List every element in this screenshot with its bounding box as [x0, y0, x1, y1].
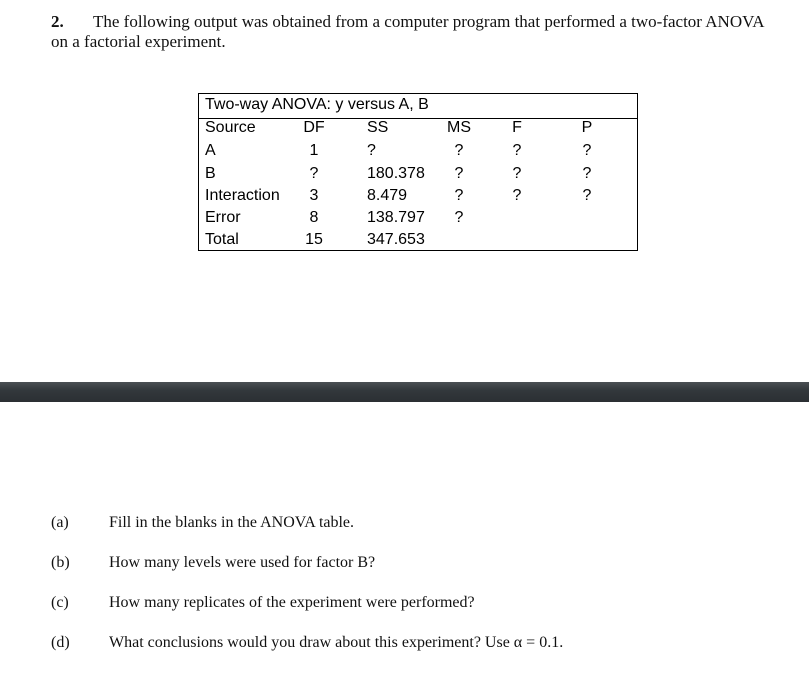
row-total-df: 15 [305, 231, 323, 248]
anova-title-rule [199, 118, 637, 119]
header-ms: MS [447, 119, 471, 136]
row-interaction-source: Interaction [205, 187, 280, 204]
anova-title: Two-way ANOVA: y versus A, B [205, 96, 429, 113]
row-b-df: ? [309, 165, 319, 182]
row-total-source: Total [205, 231, 239, 248]
row-interaction-ms: ? [454, 187, 464, 204]
row-error-ms: ? [454, 209, 464, 226]
row-a-df: 1 [309, 142, 319, 159]
question-d [51, 634, 563, 652]
row-b-ms: ? [454, 165, 464, 182]
row-b-ss: 180.378 [367, 165, 425, 182]
row-a-p: ? [582, 142, 592, 159]
question-a [51, 514, 354, 532]
header-ss: SS [367, 119, 389, 136]
question-a-label: (a) [51, 514, 69, 531]
row-b-p: ? [582, 165, 592, 182]
row-a-ms: ? [454, 142, 464, 159]
question-c-text: How many replicates of the experiment were performed? [109, 594, 475, 611]
row-error-ss: 138.797 [367, 209, 425, 226]
row-interaction-df: 3 [309, 187, 319, 204]
problem-statement [51, 12, 791, 52]
section-divider-bar [0, 382, 809, 402]
row-a-source: A [205, 142, 216, 159]
question-a-text: Fill in the blanks in the ANOVA table. [109, 514, 355, 531]
question-b [51, 554, 375, 572]
row-b-source: B [205, 165, 216, 182]
header-df: DF [303, 119, 325, 136]
question-d-label: (d) [51, 634, 70, 651]
anova-output-box [198, 93, 638, 251]
header-source: Source [205, 119, 256, 136]
question-b-label: (b) [51, 554, 70, 571]
problem-number: 2. [51, 12, 64, 31]
row-total-ss: 347.653 [367, 231, 425, 248]
row-error-source: Error [205, 209, 241, 226]
question-d-text: What conclusions would you draw about this experiment? Use α = 0.1. [109, 634, 564, 651]
header-f: F [512, 119, 522, 136]
problem-text-1: The following output was obtained from a computer program that performed a two-factor ANOVA [93, 12, 765, 31]
problem-text-2: on a factorial experiment. [51, 32, 226, 51]
question-b-text: How many levels were used for factor B? [109, 554, 376, 571]
row-interaction-p: ? [582, 187, 592, 204]
row-b-f: ? [512, 165, 522, 182]
question-c-label: (c) [51, 594, 69, 611]
row-interaction-ss: 8.479 [367, 187, 408, 204]
problem-line-1 [51, 12, 791, 32]
row-a-f: ? [512, 142, 522, 159]
question-c [51, 594, 475, 612]
row-a-ss: ? [367, 142, 376, 159]
row-error-df: 8 [309, 209, 319, 226]
row-interaction-f: ? [512, 187, 522, 204]
header-p: P [581, 119, 593, 136]
